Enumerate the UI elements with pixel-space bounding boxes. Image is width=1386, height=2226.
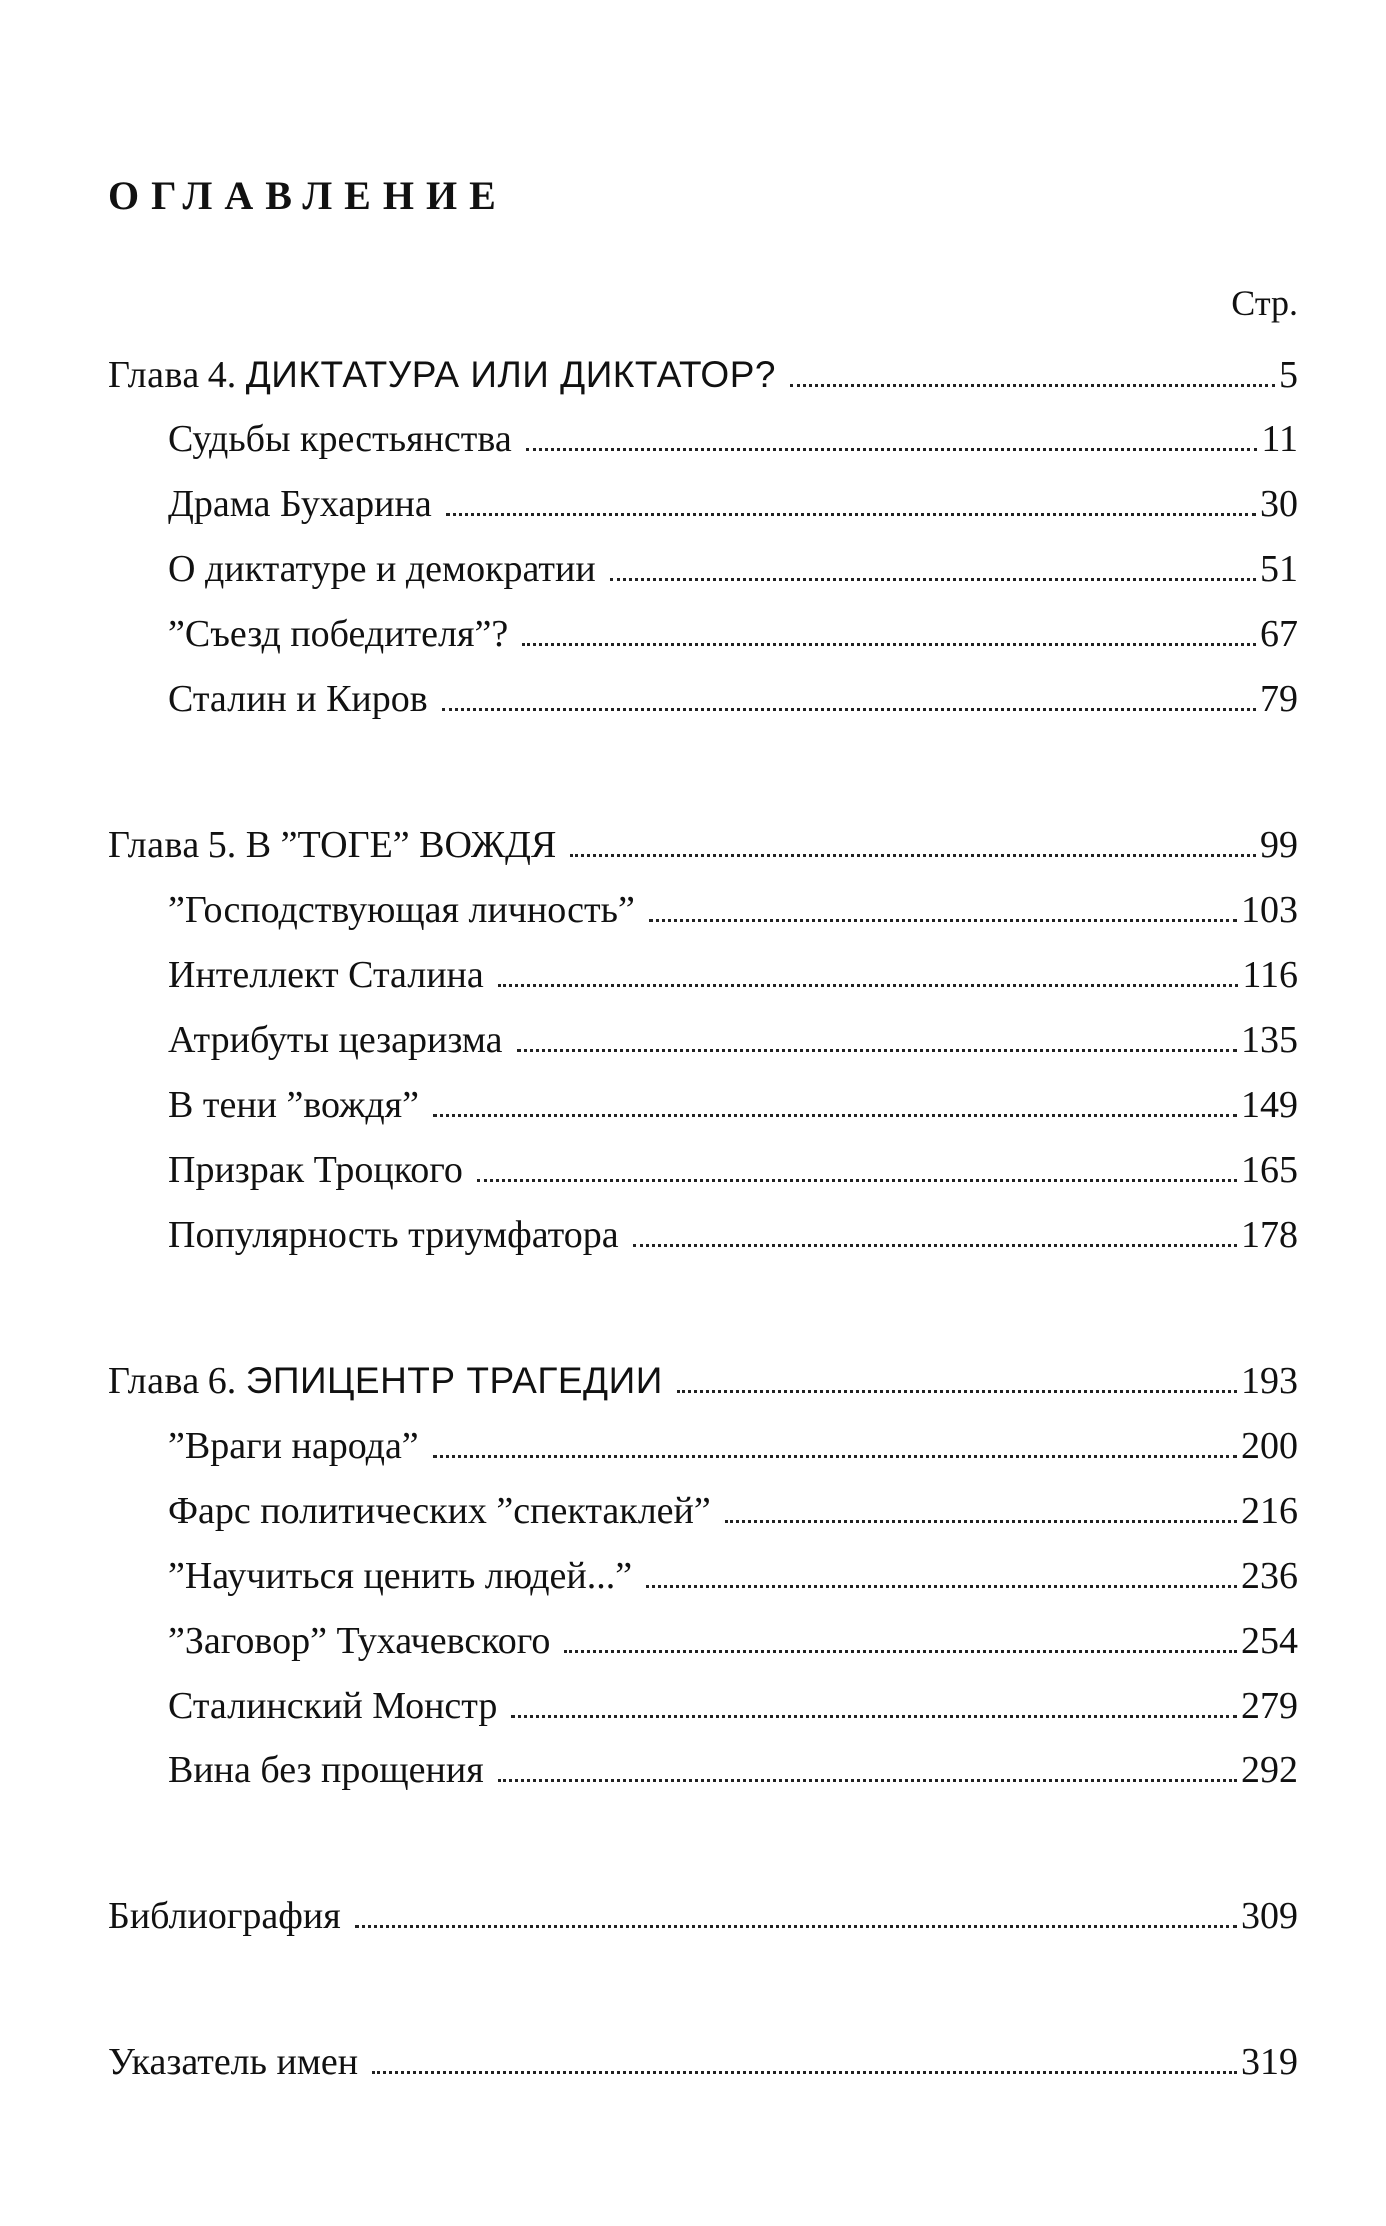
back-matter-page: 319	[1241, 2041, 1298, 2083]
section-title: О диктатуре и демократии	[168, 548, 596, 590]
toc-heading: ОГЛАВЛЕНИЕ	[108, 173, 508, 218]
dot-leader	[790, 383, 1275, 387]
section-title: Сталинский Монстр	[168, 1685, 498, 1727]
section-page: 216	[1241, 1490, 1298, 1532]
section-page: 116	[1242, 954, 1298, 996]
section-title: ”Съезд победителя”?	[168, 613, 509, 655]
section-page: 67	[1260, 613, 1298, 655]
section-page: 292	[1241, 1749, 1298, 1791]
section-entry[interactable]	[168, 1420, 1298, 1472]
section-entry[interactable]	[168, 1550, 1298, 1602]
section-title: ”Научиться ценить людей...”	[168, 1555, 633, 1597]
section-page: 254	[1241, 1620, 1298, 1662]
section-page: 11	[1261, 418, 1298, 460]
dot-leader	[570, 853, 1256, 857]
section-page: 51	[1260, 548, 1298, 590]
section-title: Фарс политических ”спектаклей”	[168, 1490, 711, 1532]
dot-leader	[372, 2070, 1237, 2074]
section-title: Интеллект Сталина	[168, 954, 484, 996]
chapter-heading	[108, 819, 570, 871]
section-title: Сталин и Киров	[168, 678, 428, 720]
back-matter-title: Библиография	[108, 1895, 341, 1937]
chapter-entry[interactable]	[108, 819, 1298, 871]
section-page: 30	[1260, 483, 1298, 525]
section-page: 236	[1241, 1555, 1298, 1597]
section-page: 149	[1241, 1084, 1298, 1126]
dot-leader	[610, 577, 1256, 581]
section-entry[interactable]	[168, 1680, 1298, 1732]
section-title: Призрак Троцкого	[168, 1149, 463, 1191]
section-entry[interactable]	[168, 413, 1298, 465]
dot-leader	[511, 1714, 1237, 1718]
section-title: ”Заговор” Тухачевского	[168, 1620, 551, 1662]
section-entry[interactable]	[168, 1014, 1298, 1066]
back-matter-page: 309	[1241, 1895, 1298, 1937]
section-title: Драма Бухарина	[168, 483, 432, 525]
dot-leader	[564, 1649, 1237, 1653]
section-entry[interactable]	[168, 1615, 1298, 1667]
section-page: 165	[1241, 1149, 1298, 1191]
dot-leader	[725, 1519, 1237, 1523]
chapter-number: 5.	[207, 824, 237, 866]
dot-leader	[633, 1243, 1237, 1247]
dot-leader	[517, 1048, 1238, 1052]
chapter-title: В ”ТОГЕ” ВОЖДЯ	[245, 824, 557, 866]
chapter-entry[interactable]	[108, 349, 1298, 401]
section-entry[interactable]	[168, 478, 1298, 530]
section-page: 79	[1260, 678, 1298, 720]
back-matter-entry[interactable]	[108, 1890, 1298, 1942]
section-entry[interactable]	[168, 1744, 1298, 1796]
chapter-heading	[108, 1355, 677, 1407]
dot-leader	[522, 642, 1256, 646]
back-matter-title: Указатель имен	[108, 2041, 359, 2083]
section-title: ”Враги народа”	[168, 1425, 419, 1467]
dot-leader	[526, 447, 1258, 451]
section-entry[interactable]	[168, 1209, 1298, 1261]
dot-leader	[446, 512, 1256, 516]
chapter-label: Глава	[108, 354, 200, 396]
dot-leader	[677, 1389, 1237, 1393]
section-title: Вина без прощения	[168, 1749, 484, 1791]
section-entry[interactable]	[168, 608, 1298, 660]
chapter-page: 5	[1279, 354, 1298, 396]
chapter-title: ДИКТАТУРА ИЛИ ДИКТАТОР?	[245, 354, 776, 395]
section-entry[interactable]	[168, 884, 1298, 936]
section-page: 135	[1241, 1019, 1298, 1061]
chapter-entry[interactable]	[108, 1355, 1298, 1407]
chapter-heading	[108, 349, 790, 401]
section-page: 279	[1241, 1685, 1298, 1727]
section-entry[interactable]	[168, 949, 1298, 1001]
chapter-title: ЭПИЦЕНТР ТРАГЕДИИ	[245, 1360, 663, 1401]
dot-leader	[433, 1454, 1237, 1458]
dot-leader	[355, 1924, 1237, 1928]
dot-leader	[433, 1113, 1237, 1117]
back-matter-entry[interactable]	[108, 2036, 1298, 2088]
chapter-page: 99	[1260, 824, 1298, 866]
section-page: 103	[1241, 889, 1298, 931]
dot-leader	[498, 1778, 1237, 1782]
dot-leader	[649, 918, 1237, 922]
section-page: 200	[1241, 1425, 1298, 1467]
section-entry[interactable]	[168, 673, 1298, 725]
dot-leader	[442, 707, 1256, 711]
chapter-page: 193	[1241, 1360, 1298, 1402]
chapter-label: Глава	[108, 824, 200, 866]
page-column-label: Стр.	[1231, 283, 1298, 323]
dot-leader	[498, 983, 1239, 987]
chapter-number: 4.	[207, 354, 237, 396]
section-title: ”Господствующая личность”	[168, 889, 635, 931]
chapter-label: Глава	[108, 1360, 200, 1402]
section-entry[interactable]	[168, 543, 1298, 595]
section-title: Атрибуты цезаризма	[168, 1019, 503, 1061]
section-title: В тени ”вождя”	[168, 1084, 420, 1126]
section-title: Популярность триумфатора	[168, 1214, 619, 1256]
section-entry[interactable]	[168, 1144, 1298, 1196]
section-page: 178	[1241, 1214, 1298, 1256]
section-entry[interactable]	[168, 1079, 1298, 1131]
section-entry[interactable]	[168, 1485, 1298, 1537]
section-title: Судьбы крестьянства	[168, 418, 512, 460]
dot-leader	[646, 1584, 1237, 1588]
dot-leader	[477, 1178, 1237, 1182]
chapter-number: 6.	[207, 1360, 237, 1402]
